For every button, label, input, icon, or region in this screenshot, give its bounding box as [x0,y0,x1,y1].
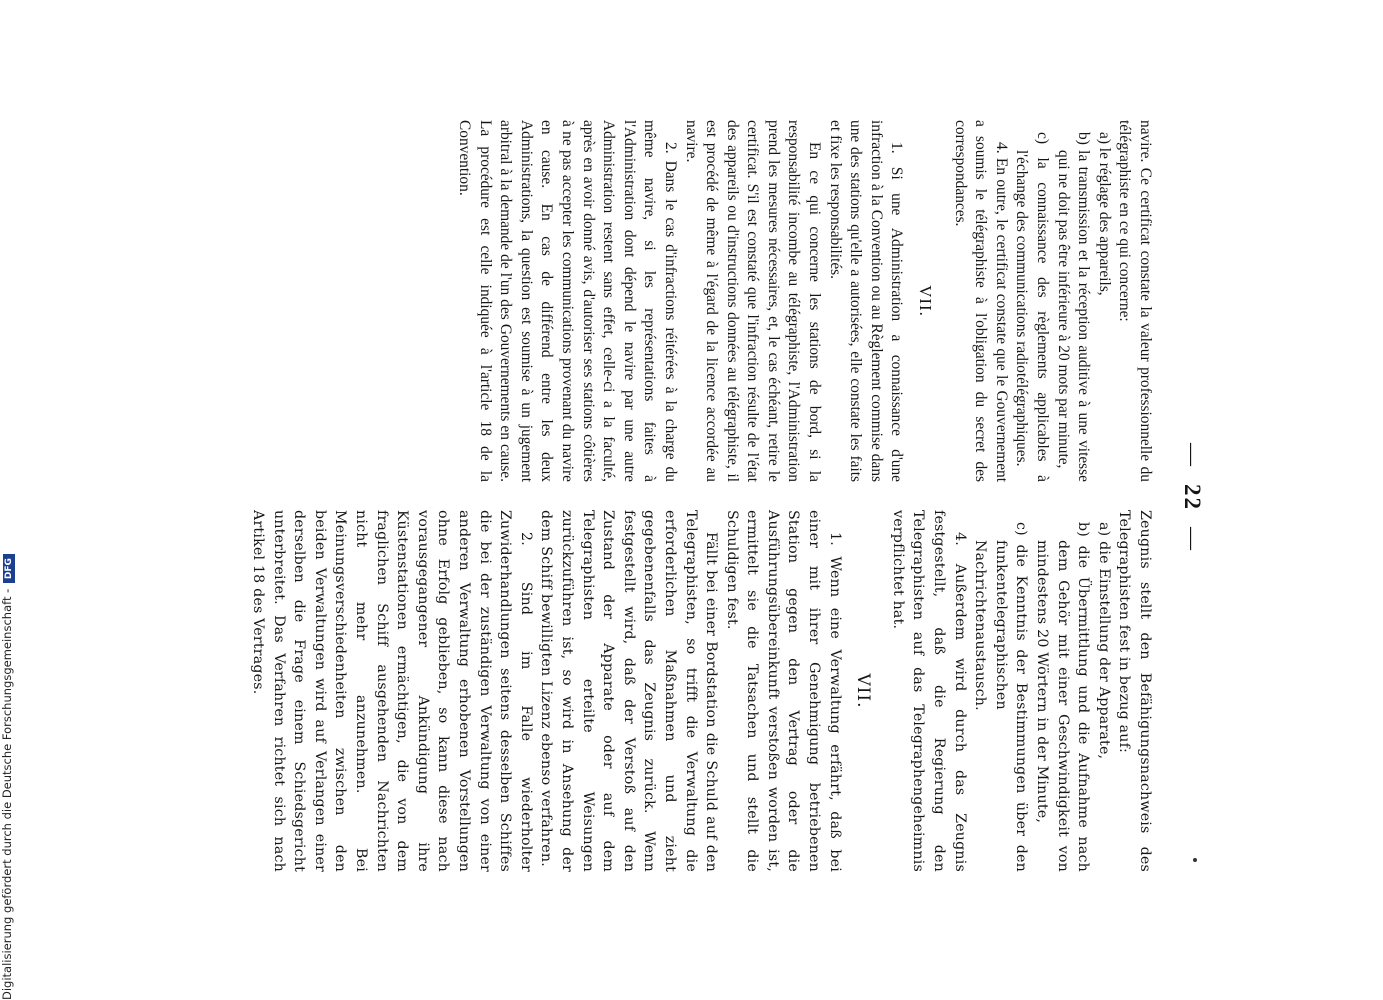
fr-item-a: a) le réglage des appareils, [1095,132,1113,296]
page-number-dash-right: — [1180,527,1205,552]
page-number-dash-left: — [1180,443,1205,468]
page-number-line [1179,120,1205,875]
fr-paragraph-2: 2. Dans le cas d'infractions réitérées à la charge du même navire, si les représentations faites à l'Administration dont dépend le navire par une autre Administration restent sans effet, celle-ci a la faculté, après en avoir donné avis, d'autoriser ses stations côtières à ne pas accepter les communications provenant du navire en cause. En cas de différend entre les deux Administrations, la question est soumise à un jugement arbitral à la demande de l'un des Gouvernements en cause. La procédure est celle indiquée à l'article 18 de la Convention. [456,120,679,482]
footer-text: Digitalisierung gefördert durch die Deutsche Forschungsgemeinschaft - [0,588,14,1000]
fr-item-b: b) la transmission et la réception auditive à une vitesse qui ne doit pas être inférieure à 20 mots par minute, [1054,132,1093,482]
de-paragraph-1: 1. Wenn eine Verwaltung erfährt, daß bei einer mit ihrer Genehmigung betriebenen Station gegen den Vertrag oder die Ausführungsübereinkunft verstoßen worden ist, ermittelt sie die Tatsachen und stellt die Schuldigen fest. [723,510,843,872]
fr-item-c: c) la connaissance des règlements applicables à l'échange des communications radiotélégraphiques. [1013,132,1052,482]
german-column [247,510,1155,872]
digitization-footer [0,10,16,1000]
de-paragraph-2: 2. Sind im Falle wiederholter Zuwiderhandlungen seitens desselben Schiffes die bei der zuständigen Verwaltung von einer anderen Verwaltung erhobenen Vorstellungen ohne Erfolg geblieben, so kann diese nach vorausgegangener Ankündigung ihre Küstenstationen ermächtigen, die von dem fraglichen Schiff ausgehenden Nachrichten nicht mehr anzunehmen. Bei Meinungsverschiedenheiten zwischen den beiden Verwaltungen wird auf Verlangen einer derselben die Frage einem Schiedsgericht unterbreitet. Das Verfahren richtet sich nach Artikel 18 des Vertrages. [250,510,534,872]
fr-paragraph-4: 4. En outre, le certificat constate que le Gouvernement a soumis le télégraphiste à l'obligation du secret des correspondances. [951,120,1010,482]
de-section-heading: VII. [853,673,874,709]
fr-section-heading: VII. [916,285,936,317]
de-item-c: c) die Kenntnis der Bestimmungen über den funkentelegraphischen Nachrichtenaustausch. [972,522,1030,872]
de-paragraph-1b: Fällt bei einer Bordstation die Schuld auf den Telegraphisten, so trifft die Verwaltung die erforderlichen Maßnahmen und zieht gegebenenfalls das Zeugnis zurück. Wenn festgestellt wird, daß der Verstoß auf den Zustand der Apparate oder auf dem Telegraphisten erteilte Weisungen zurückzuführen ist, so wird in Ansehung der dem Schiff bewilligten Lizenz ebenso verfahren. [538,510,720,872]
french-column [453,120,1155,482]
speck-dot [1193,858,1197,862]
de-item-a: a) die Einstellung der Apparate, [1095,522,1112,760]
fr-paragraph-1b: En ce qui concerne les stations de bord, si la responsabilité incombe au télégraphiste, l'Administration prend les mesures nécessaires, et, le cas échéant, retire le certificat. S'il est constaté que l'infraction résulte de l'état des appareils ou d'instructions données au télégraphiste, il est procédé de même à l'égard de la licence accordée au navire. [682,120,824,482]
fr-intro: navire. Ce certificat constate la valeur professionnelle du télégraphiste en ce qui concerne: [1116,120,1154,482]
de-item-b: b) die Übermittlung und die Aufnahme nach dem Gehör mit einer Geschwindigkeit von mindestens 20 Wörtern in der Minute, [1034,522,1092,872]
page-number: 22 [1180,484,1205,511]
de-intro: Zeugnis stellt den Befähigungsnachweis des Telegraphisten fest in bezug auf: [1116,510,1153,872]
de-paragraph-4: 4. Außerdem wird durch das Zeugnis festgestellt, daß die Regierung den Telegraphisten auf das Telegraphengeheimnis verpflichtet hat. [889,510,968,872]
fr-paragraph-1: 1. Si une Administration a connaissance d'une infraction à la Convention ou au Règlement commise dans une des stations qu'elle a autorisées, elle constate les faits et fixe les responsabilités. [826,120,906,482]
dfg-logo: DFG [3,554,15,583]
rotated-page-content [250,120,1213,875]
